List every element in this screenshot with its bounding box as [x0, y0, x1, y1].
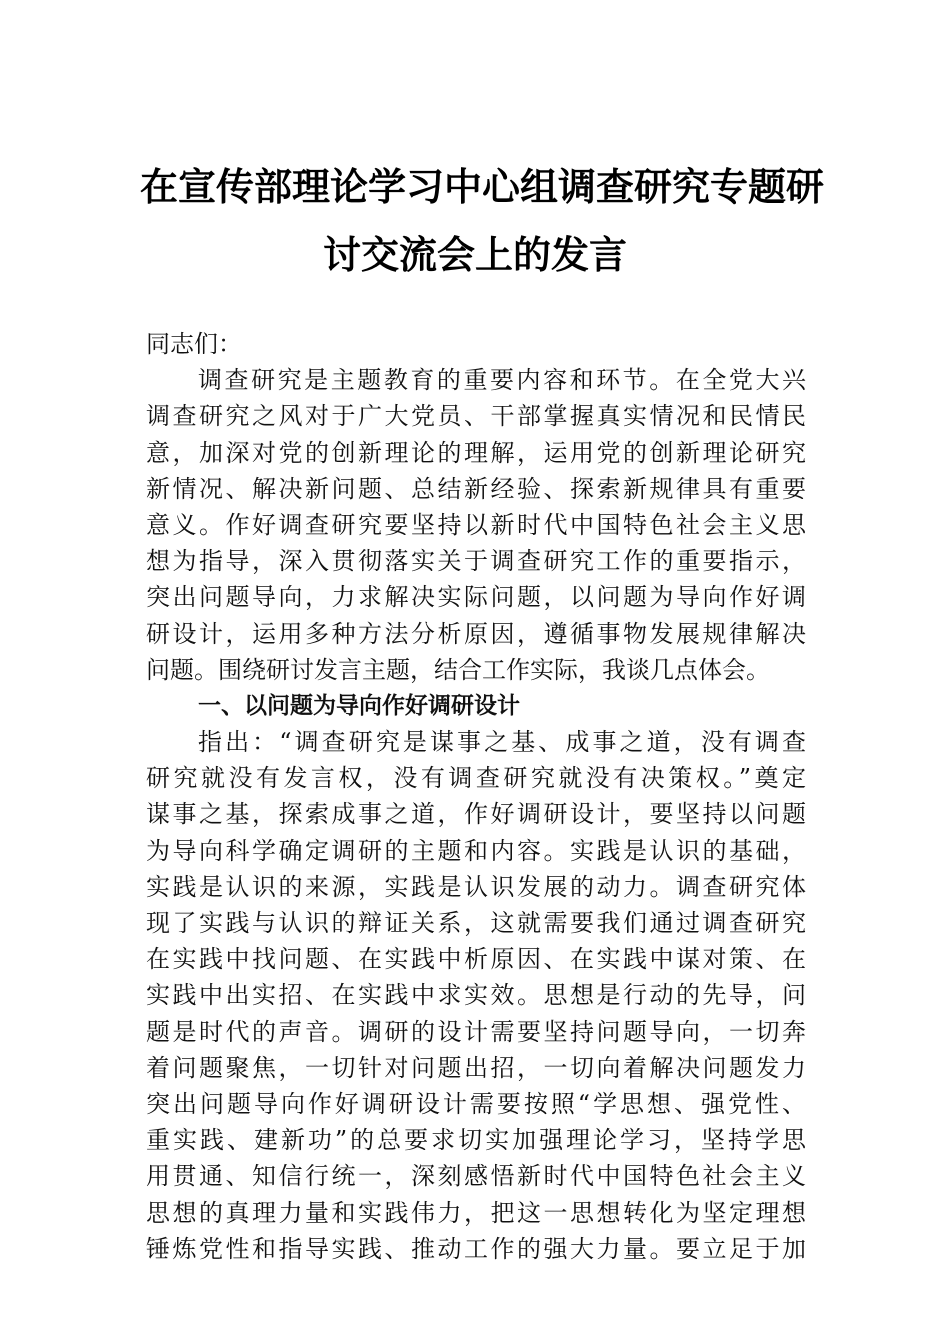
document-body [146, 326, 806, 1267]
paragraph-line: 调查研究是主题教育的重要内容和环节。在全党大兴 [198, 366, 806, 395]
paragraph-line: 问题。围绕研讨发言主题，结合工作实际，我谈几点体会。 [146, 655, 770, 684]
paragraph-line: 实践中出实招、在实践中求实效。思想是行动的先导，问 [146, 981, 806, 1010]
paragraph-line: 现了实践与认识的辩证关系，这就需要我们通过调查研究 [146, 909, 806, 937]
paragraph-line: 突出问题导向作好调研设计需要按照“学思想、强党性、 [146, 1089, 806, 1118]
paragraph-line: 用贯通、知信行统一，深刻感悟新时代中国特色社会主义 [146, 1162, 806, 1191]
paragraph-line: 意义。作好调查研究要坚持以新时代中国特色社会主义思 [146, 510, 806, 539]
section-heading: 一、以问题为导向作好调研设计 [198, 692, 520, 719]
paragraph-line: 着问题聚焦，一切针对问题出招，一切向着解决问题发力 [146, 1053, 806, 1082]
paragraph-line: 思想的真理力量和实践伟力，把这一思想转化为坚定理想 [146, 1198, 806, 1227]
document-title-line-1: 在宣传部理论学习中心组调查研究专题研 [140, 165, 825, 209]
paragraph-line: 重实践、建新功”的总要求切实加强理论学习，坚持学思 [146, 1126, 806, 1155]
paragraph-line: 题是时代的声音。调研的设计需要坚持问题导向，一切奔 [146, 1017, 806, 1046]
paragraph-line: 谋事之基，探索成事之道，作好调研设计，要坚持以问题 [146, 800, 806, 829]
paragraph-line: 实践是认识的来源，实践是认识发展的动力。调查研究体 [146, 872, 806, 901]
paragraph-line: 为导向科学确定调研的主题和内容。实践是认识的基础， [146, 836, 806, 865]
paragraph-line: 研究就没有发言权，没有调查研究就没有决策权。”奠定 [146, 764, 806, 793]
paragraph-line: 指出：“调查研究是谋事之基、成事之道，没有调查 [198, 728, 806, 757]
paragraph-line: 在实践中找问题、在实践中析原因、在实践中谋对策、在 [146, 945, 806, 974]
paragraph-line: 调查研究之风对于广大党员、干部掌握真实情况和民情民 [146, 402, 806, 431]
paragraph-line: 新情况、解决新问题、总结新经验、探索新规律具有重要 [146, 474, 806, 503]
salutation: 同志们： [146, 330, 242, 358]
document-title-line-2: 讨交流会上的发言 [322, 233, 627, 277]
paragraph-line: 锤炼党性和指导实践、推动工作的强大力量。要立足于加 [146, 1234, 806, 1263]
paragraph-line: 想为指导，深入贯彻落实关于调查研究工作的重要指示， [146, 547, 806, 576]
paragraph-line: 意，加深对党的创新理论的理解，运用党的创新理论研究 [146, 438, 806, 467]
paragraph-line: 研设计，运用多种方法分析原因，遵循事物发展规律解决 [146, 619, 806, 648]
paragraph-line: 突出问题导向，力求解决实际问题，以问题为导向作好调 [146, 583, 806, 612]
